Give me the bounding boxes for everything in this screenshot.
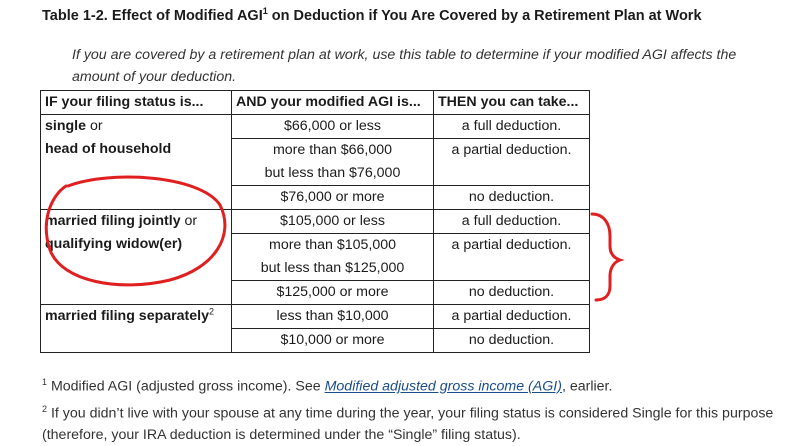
footnote-2 xyxy=(42,398,782,446)
footnote-2-text: If you didn’t live with your spouse at any time during the year, your filing status is considered Single for this purpose (therefore, your IRA deduction is determined under the “Single” filing status). xyxy=(42,405,774,444)
modified-agi-cell xyxy=(232,186,434,210)
header-modified-agi: AND your modified AGI is... xyxy=(232,91,434,115)
deduction-result-cell: a partial deduction. xyxy=(434,305,590,329)
footnote-1-marker: 1 xyxy=(42,377,48,387)
filing-status-cell xyxy=(41,305,232,353)
filing-status-name: married filing separately xyxy=(45,308,210,324)
deduction-result-cell: a full deduction. xyxy=(434,210,590,234)
modified-agi-cell xyxy=(232,234,434,281)
modified-agi-line: more than $66,000 xyxy=(272,142,393,158)
footnote-marker: 2 xyxy=(209,306,215,317)
filing-status-name: qualifying widow(er) xyxy=(45,236,183,252)
modified-agi-line: but less than $125,000 xyxy=(260,260,405,276)
table-header-row xyxy=(41,91,590,115)
modified-agi-line: $125,000 or more xyxy=(276,284,389,300)
table-body xyxy=(41,115,590,353)
table-title xyxy=(42,6,702,24)
filing-status-connector: or xyxy=(86,118,103,134)
filing-status-line xyxy=(45,233,227,256)
deduction-result-cell: a partial deduction. xyxy=(434,139,590,186)
deduction-result-cell: a full deduction. xyxy=(434,115,590,139)
footnote-2-marker: 2 xyxy=(42,403,48,414)
filing-status-line xyxy=(45,138,227,161)
agi-deduction-table xyxy=(40,90,590,353)
modified-agi-cell xyxy=(232,210,434,234)
table-row xyxy=(41,305,590,329)
red-brace-annotation xyxy=(592,214,620,300)
footnote-1 xyxy=(42,371,782,398)
modified-agi-cell xyxy=(232,329,434,353)
modified-agi-line: but less than $76,000 xyxy=(264,165,401,181)
modified-agi-line: $76,000 or more xyxy=(280,189,385,205)
header-deduction: THEN you can take... xyxy=(434,91,590,115)
intro-paragraph: If you are covered by a retirement plan at work, use this table to determine if your modified AGI affects the amount of your deduction. xyxy=(72,47,737,85)
modified-agi-line: less than $10,000 xyxy=(276,308,389,324)
modified-agi-cell xyxy=(232,139,434,186)
title-text-rest: on Deduction if You Are Covered by a Retirement Plan at Work xyxy=(267,7,702,24)
footnotes xyxy=(42,371,782,446)
filing-status-cell xyxy=(41,210,232,305)
deduction-result-cell: no deduction. xyxy=(434,281,590,305)
modified-agi-line: $66,000 or less xyxy=(283,118,381,134)
deduction-result-cell: a partial deduction. xyxy=(434,234,590,281)
filing-status-connector: or xyxy=(180,213,198,229)
header-filing-status: IF your filing status is... xyxy=(41,91,232,115)
filing-status-name: single xyxy=(45,118,86,134)
filing-status-line xyxy=(45,305,227,328)
deduction-result-cell: no deduction. xyxy=(434,329,590,353)
modified-agi-cell xyxy=(232,281,434,305)
filing-status-name: head of household xyxy=(45,141,172,157)
modified-agi-cell xyxy=(232,305,434,329)
filing-status-cell xyxy=(41,115,232,210)
modified-agi-line: more than $105,000 xyxy=(269,237,396,253)
modified-agi-link[interactable]: Modified adjusted gross income (AGI) xyxy=(324,378,562,395)
modified-agi-cell xyxy=(232,115,434,139)
filing-status-line xyxy=(45,115,227,138)
title-footnote-marker: 1 xyxy=(262,6,268,16)
title-text: Table 1-2. Effect of Modified AGI xyxy=(42,7,263,24)
table-row xyxy=(41,115,590,139)
modified-agi-line: $105,000 or less xyxy=(280,213,385,229)
filing-status-line xyxy=(45,210,227,233)
filing-status-name: married filing jointly xyxy=(45,213,181,229)
deduction-result-cell: no deduction. xyxy=(434,186,590,210)
footnote-1-text-end: , earlier. xyxy=(561,378,613,395)
table-row xyxy=(41,210,590,234)
footnote-1-text: Modified AGI (adjusted gross income). See xyxy=(47,378,325,395)
modified-agi-line: $10,000 or more xyxy=(280,332,385,348)
